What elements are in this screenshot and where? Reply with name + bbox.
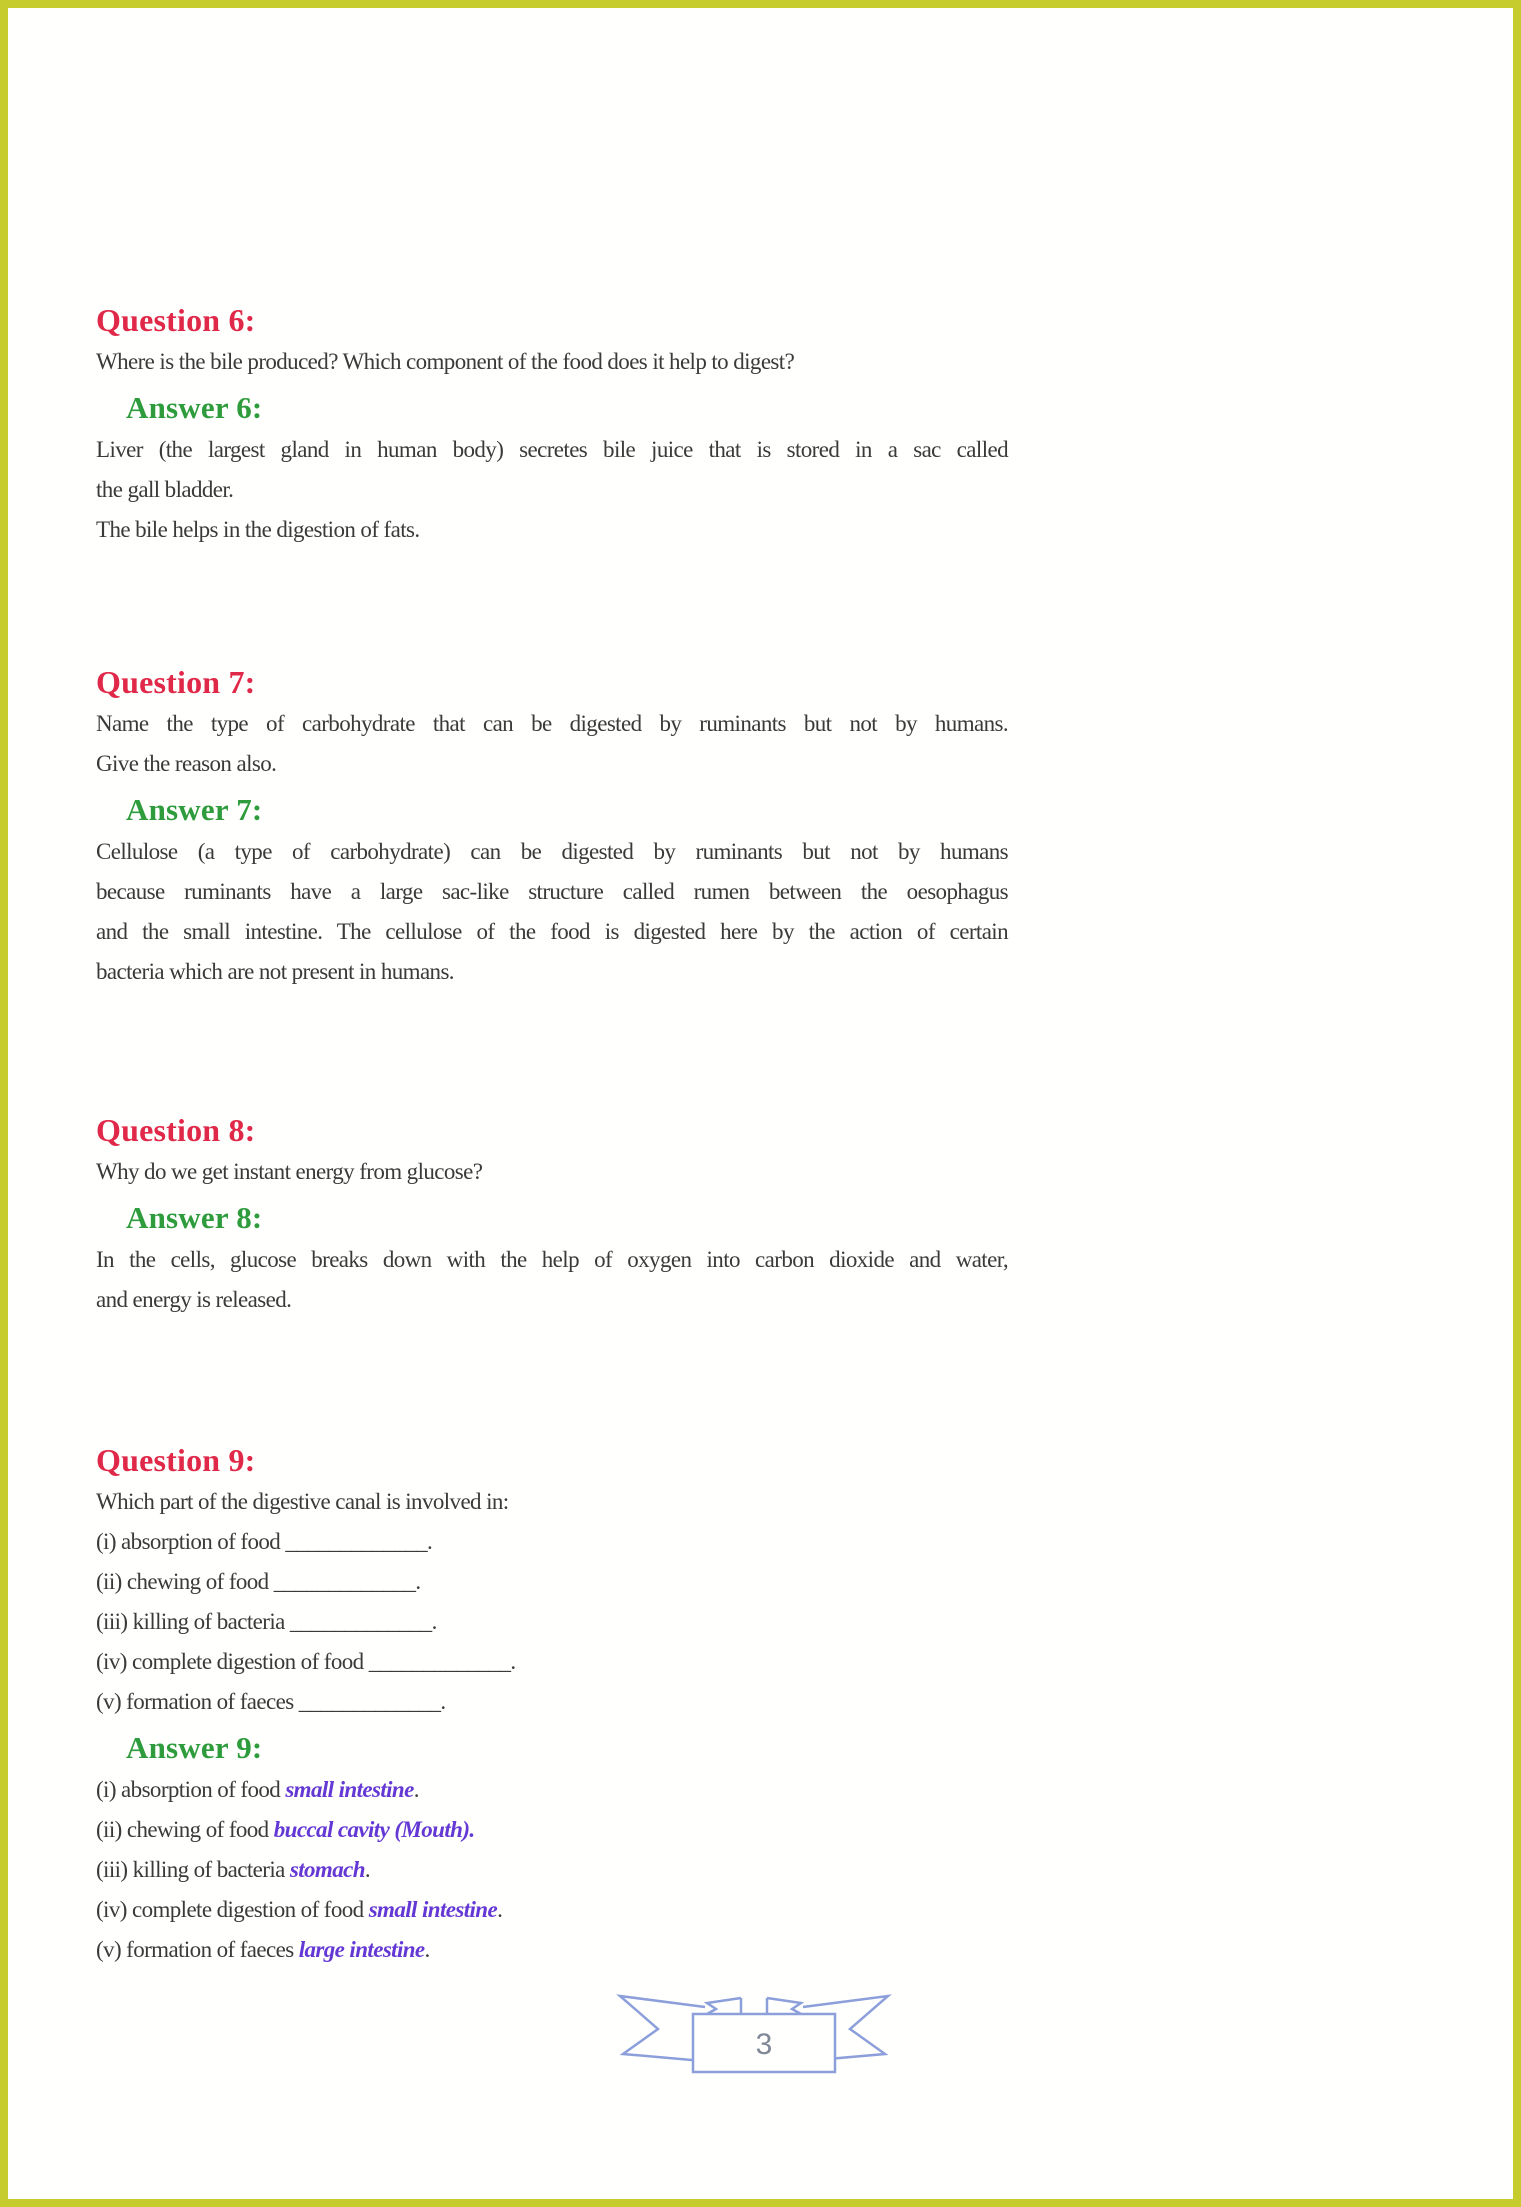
- answer-item-value: large intestine: [298, 1937, 425, 1962]
- answer-7-heading: Answer 7:: [126, 792, 263, 827]
- answer-line: In the cells, glucose breaks down with the help of oxygen into carbon dioxide and water,: [96, 1247, 1008, 1272]
- question-8-heading: Question 8:: [96, 1112, 256, 1148]
- answer-item: [96, 1890, 1008, 1930]
- answer-6-text: [96, 430, 1008, 550]
- answer-line: Liver (the largest gland in human body) secretes bile juice that is stored in a sac called: [96, 437, 1008, 462]
- answer-item: [96, 1770, 1008, 1810]
- answer-item-prefix: (v) formation of faeces: [96, 1937, 299, 1962]
- answer-line: and energy is released.: [96, 1287, 292, 1312]
- question-line: Give the reason also.: [96, 751, 277, 776]
- question-9-text: [96, 1482, 1008, 1722]
- page-number: 3: [755, 2028, 773, 2061]
- answer-line: the gall bladder.: [96, 477, 234, 502]
- answer-line: because ruminants have a large sac-like structure called rumen between the oesophagus: [96, 879, 1008, 904]
- answer-item: [96, 1930, 1008, 1970]
- answer-line: bacteria which are not present in humans.: [96, 959, 454, 984]
- answer-item: [96, 1850, 1008, 1890]
- answer-7-text: [96, 832, 1008, 992]
- answer-item-value: buccal cavity (Mouth).: [273, 1817, 475, 1842]
- question-7-text: [96, 704, 1008, 784]
- answer-9-heading: Answer 9:: [126, 1730, 263, 1765]
- answer-item-prefix: (i) absorption of food: [96, 1777, 286, 1802]
- answer-8-heading: Answer 8:: [126, 1200, 263, 1235]
- answer-8-text: [96, 1240, 1008, 1320]
- answer-6-heading: Answer 6:: [126, 390, 263, 425]
- answer-line: and the small intestine. The cellulose of the food is digested here by the action of certain: [96, 919, 1008, 944]
- question-line: Which part of the digestive canal is involved in:: [96, 1489, 509, 1514]
- answer-item-suffix: .: [497, 1897, 503, 1922]
- question-6-heading: Question 6:: [96, 302, 256, 338]
- page-number-ribbon: [603, 1992, 905, 2084]
- answer-item-prefix: (ii) chewing of food: [96, 1817, 274, 1842]
- question-9-heading: Question 9:: [96, 1442, 256, 1478]
- qa-section-9: [96, 1438, 1513, 1970]
- answer-item: [96, 1810, 1008, 1850]
- answer-item-prefix: (iii) killing of bacteria: [96, 1857, 290, 1882]
- question-line: Where is the bile produced? Which component of the food does it help to digest?: [96, 349, 795, 374]
- page-content: [8, 8, 1513, 1970]
- qa-section-8: [96, 1108, 1513, 1320]
- answer-item-suffix: .: [413, 1777, 419, 1802]
- question-blank-line: (iv) complete digestion of food _____________.: [96, 1649, 516, 1674]
- answer-item-value: stomach: [289, 1857, 365, 1882]
- answer-item-suffix: .: [424, 1937, 430, 1962]
- answer-item-suffix: .: [364, 1857, 371, 1882]
- answer-9-text: [96, 1770, 1008, 1970]
- question-8-text: [96, 1152, 1008, 1192]
- question-blank-line: (v) formation of faeces _____________.: [96, 1689, 446, 1714]
- question-line: Name the type of carbohydrate that can be digested by ruminants but not by humans.: [96, 711, 1008, 736]
- ribbon-banner-icon: [603, 1992, 905, 2084]
- answer-line: Cellulose (a type of carbohydrate) can be digested by ruminants but not by humans: [96, 839, 1008, 864]
- answer-item-value: small intestine: [285, 1777, 414, 1802]
- question-blank-line: (iii) killing of bacteria _____________.: [96, 1609, 437, 1634]
- answer-item-prefix: (iv) complete digestion of food: [96, 1897, 369, 1922]
- question-blank-line: (ii) chewing of food _____________.: [96, 1569, 421, 1594]
- qa-section-6: [96, 298, 1513, 550]
- question-line: Why do we get instant energy from glucose?: [96, 1159, 483, 1184]
- question-blank-line: (i) absorption of food _____________.: [96, 1529, 433, 1554]
- qa-section-7: [96, 660, 1513, 992]
- answer-item-value: small intestine: [368, 1897, 498, 1922]
- answer-line: The bile helps in the digestion of fats.: [96, 517, 420, 542]
- question-6-text: [96, 342, 1008, 382]
- question-7-heading: Question 7:: [96, 664, 256, 700]
